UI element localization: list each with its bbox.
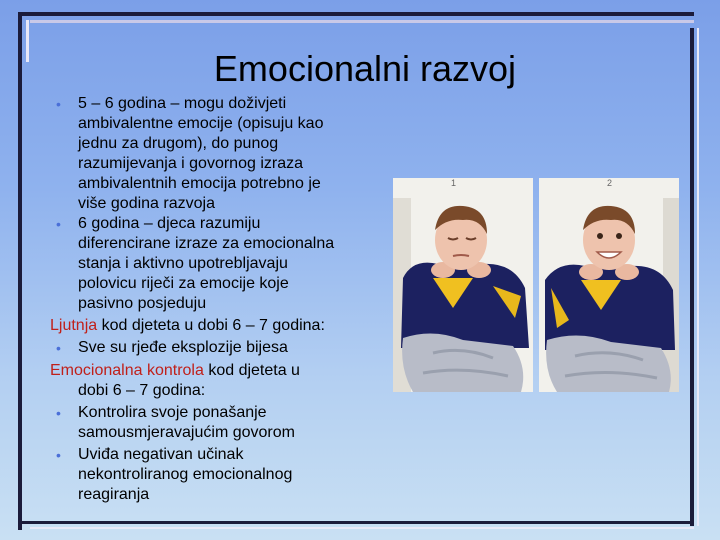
bullet-line: Sve su rjeđe eksplozije bijesa [78, 339, 288, 356]
bullet-dot-icon: • [56, 216, 61, 232]
bullet-line: 5 – 6 godina – mogu doživjeti [78, 95, 287, 112]
bullet-line: pasivno posjeduju [78, 295, 207, 312]
bullet-item [52, 445, 382, 505]
child-pensive-image [393, 178, 533, 392]
bullet-line: jednu za drugom), do punog [78, 135, 279, 152]
bullet-item [52, 338, 382, 358]
bullet-line: ambivalentne emocije (opisuju kao [78, 115, 324, 132]
bullet-line: Uviđa negativan učinak [78, 446, 244, 463]
bullet-item [52, 94, 382, 214]
photo-number: 1 [451, 178, 457, 188]
bullet-line: stanja i aktivno upotrebljavaju [78, 255, 288, 272]
bullet-line: samousmjeravajućim govorom [78, 424, 295, 441]
photo-number: 2 [607, 178, 613, 188]
child-photo-2 [539, 178, 679, 392]
bullet-line: razumijevanja i govornog izraza [78, 155, 303, 172]
highlight-text: Ljutnja [50, 317, 98, 334]
bullet-item [52, 214, 382, 314]
bullet-line: više godina razvoja [78, 195, 215, 212]
bullet-line: ambivalentnih emocija potrebno je [78, 175, 321, 192]
heading-rest: kod djeteta u [203, 362, 300, 379]
child-smiling-image [539, 178, 679, 392]
frame-line-top [18, 12, 694, 16]
bullet-dot-icon: • [56, 447, 61, 463]
highlight-text: Emocionalna kontrola [50, 362, 204, 379]
bullet-dot-icon: • [56, 340, 61, 356]
slide-content [52, 94, 382, 505]
frame-line-top-light [30, 20, 694, 23]
frame-line-right [690, 28, 694, 526]
bullet-dot-icon: • [56, 96, 61, 112]
slide-title: Emocionalni razvoj [213, 48, 517, 89]
section-heading [50, 361, 382, 401]
bullet-line: 6 godina – djeca razumiju [78, 215, 261, 232]
frame-line-left [18, 12, 22, 530]
child-photo-1 [393, 178, 533, 392]
bullet-line: nekontroliranog emocionalnog [78, 466, 293, 483]
heading-continuation: dobi 6 – 7 godina: [78, 382, 206, 399]
photo-pair [393, 178, 679, 392]
bullet-line: diferencirane izraze za emocionalna [78, 235, 335, 252]
bullet-line: polovicu riječi za emocije koje [78, 275, 289, 292]
frame-line-right-light [697, 28, 699, 526]
bullet-dot-icon: • [56, 405, 61, 421]
heading-rest: kod djeteta u dobi 6 – 7 godina: [97, 317, 325, 334]
frame-line-bottom-light [30, 527, 694, 529]
frame-line-bottom [18, 521, 694, 524]
bullet-line: Kontrolira svoje ponašanje [78, 404, 267, 421]
bullet-item [52, 403, 382, 443]
section-heading [50, 316, 382, 336]
frame-line-left-light [26, 20, 29, 62]
bullet-line: reagiranja [78, 486, 150, 503]
